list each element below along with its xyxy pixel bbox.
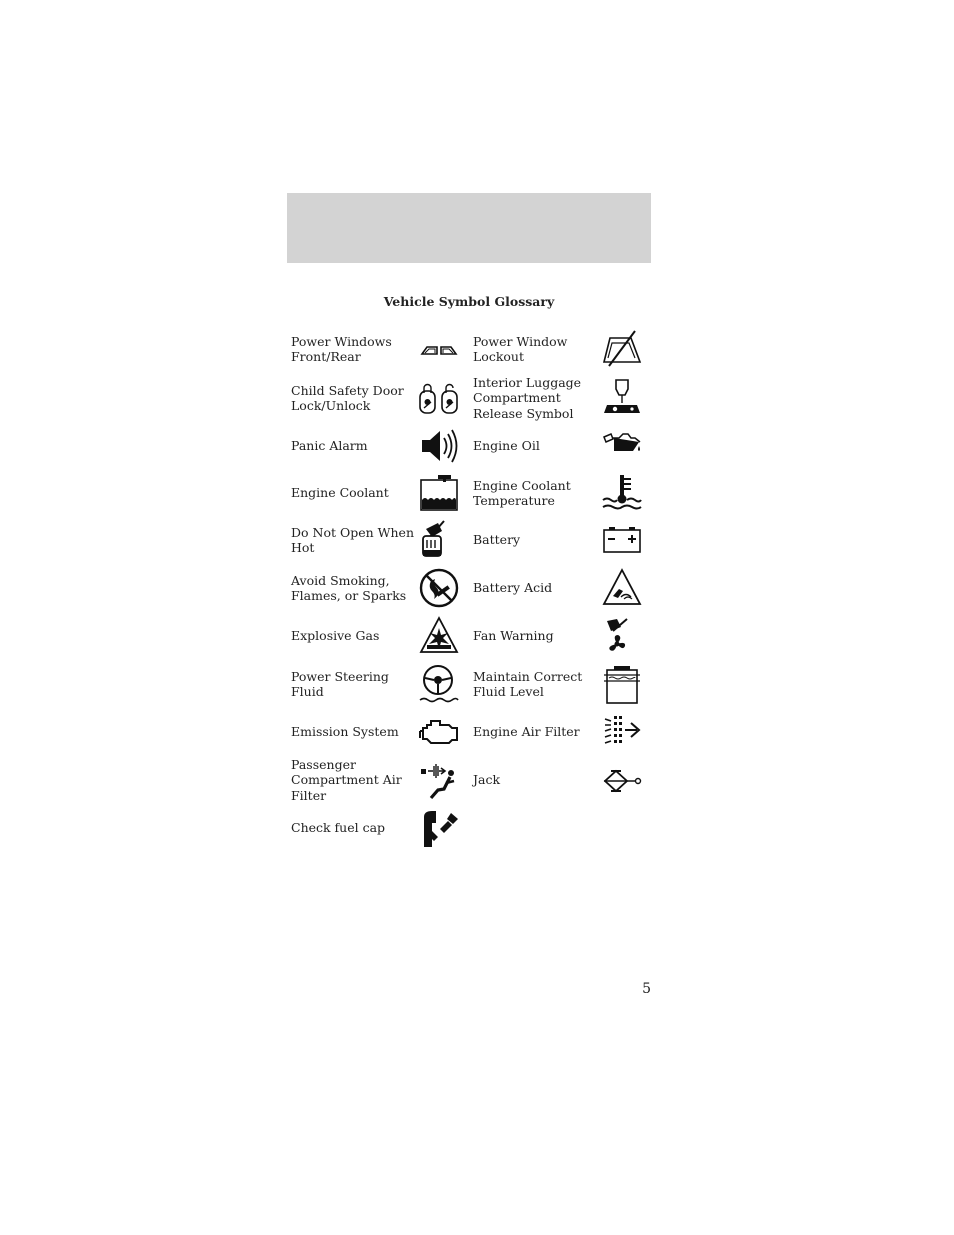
fuel-cap-icon <box>418 807 460 849</box>
symbol-label-line: Power Window <box>473 333 568 349</box>
symbol-label-line: Fluid <box>291 684 324 699</box>
symbol-label-line: Compartment Air <box>291 772 402 788</box>
symbol-label <box>291 438 368 454</box>
symbol-label-line: Compartment <box>473 390 561 406</box>
power-steering-icon <box>418 663 460 705</box>
battery-acid-icon <box>601 567 643 609</box>
symbol-label-line: Filter <box>291 787 327 803</box>
symbol-label <box>473 724 580 740</box>
symbol-label-line: Maintain Correct <box>473 668 583 684</box>
symbol-label-line: Battery Acid <box>473 580 553 596</box>
symbol-label-line: Hot <box>291 540 315 555</box>
symbol-label <box>473 669 582 700</box>
symbol-label <box>473 580 552 596</box>
symbol-label <box>291 334 392 365</box>
battery-icon <box>601 519 643 561</box>
symbol-label-line: Jack <box>473 772 501 788</box>
symbol-label <box>291 573 406 604</box>
symbol-label <box>291 724 399 740</box>
power-windows-icon <box>418 328 460 370</box>
engine-air-filter-icon <box>601 711 643 753</box>
symbol-label-line: Temperature <box>473 493 555 508</box>
symbol-label-line: Child Safety Door <box>291 382 404 398</box>
symbol-label <box>473 478 571 509</box>
symbol-label <box>291 628 379 644</box>
symbol-label-line: Engine Air Filter <box>473 724 580 740</box>
engine-oil-icon <box>601 425 643 467</box>
symbol-label <box>291 383 404 414</box>
power-window-lockout-icon <box>601 328 643 370</box>
symbol-label <box>291 485 389 501</box>
symbol-label <box>473 532 520 548</box>
symbol-label-line: Avoid Smoking, <box>291 572 390 588</box>
page-title: Vehicle Symbol Glossary <box>383 294 555 309</box>
child-safety-lock-icon <box>418 377 460 419</box>
symbol-label-line: Passenger <box>291 756 356 772</box>
symbol-label-line: Flames, or Sparks <box>291 588 407 603</box>
symbol-label-line: Engine Coolant <box>473 477 571 493</box>
symbol-label-line: Do Not Open When <box>291 524 414 540</box>
symbol-label-line: Battery <box>473 532 521 548</box>
do-not-open-hot-icon <box>418 519 460 561</box>
symbol-label <box>291 525 414 556</box>
coolant-temperature-icon <box>601 472 643 514</box>
symbol-label <box>473 772 500 788</box>
page-number: 5 <box>642 981 651 997</box>
symbol-label-line: Interior Luggage <box>473 374 582 390</box>
symbol-label-line: Explosive Gas <box>291 628 380 644</box>
symbol-label <box>291 669 389 700</box>
panic-alarm-icon <box>418 425 460 467</box>
symbol-label-line: Power Windows <box>291 333 392 349</box>
symbol-label <box>473 628 554 644</box>
no-smoking-icon <box>418 567 460 609</box>
symbol-label <box>291 757 402 804</box>
symbol-label-line: Emission System <box>291 724 399 740</box>
symbol-label-line: Check fuel cap <box>291 820 386 836</box>
fan-warning-icon <box>601 615 643 657</box>
symbol-label-line: Engine Oil <box>473 438 540 454</box>
jack-icon <box>601 759 643 801</box>
symbol-label-line: Front/Rear <box>291 349 361 364</box>
engine-coolant-icon <box>418 472 460 514</box>
cabin-air-filter-icon <box>418 759 460 801</box>
symbol-label-line: Engine Coolant <box>291 485 389 501</box>
symbol-label <box>473 334 567 365</box>
symbol-label-line: Lock/Unlock <box>291 398 371 413</box>
explosive-gas-icon <box>418 615 460 657</box>
symbol-label <box>473 438 540 454</box>
trunk-release-icon <box>601 377 643 419</box>
symbol-label-line: Lockout <box>473 349 525 364</box>
symbol-label-line: Release Symbol <box>473 405 574 421</box>
header-band <box>287 193 651 263</box>
emission-system-icon <box>418 711 460 753</box>
symbol-label <box>291 820 385 836</box>
symbol-label-line: Panic Alarm <box>291 438 368 454</box>
symbol-label-line: Fluid Level <box>473 684 544 699</box>
fluid-level-icon <box>601 663 643 705</box>
symbol-label-line: Power Steering <box>291 668 389 684</box>
symbol-label <box>473 375 581 422</box>
symbol-label-line: Fan Warning <box>473 628 554 644</box>
